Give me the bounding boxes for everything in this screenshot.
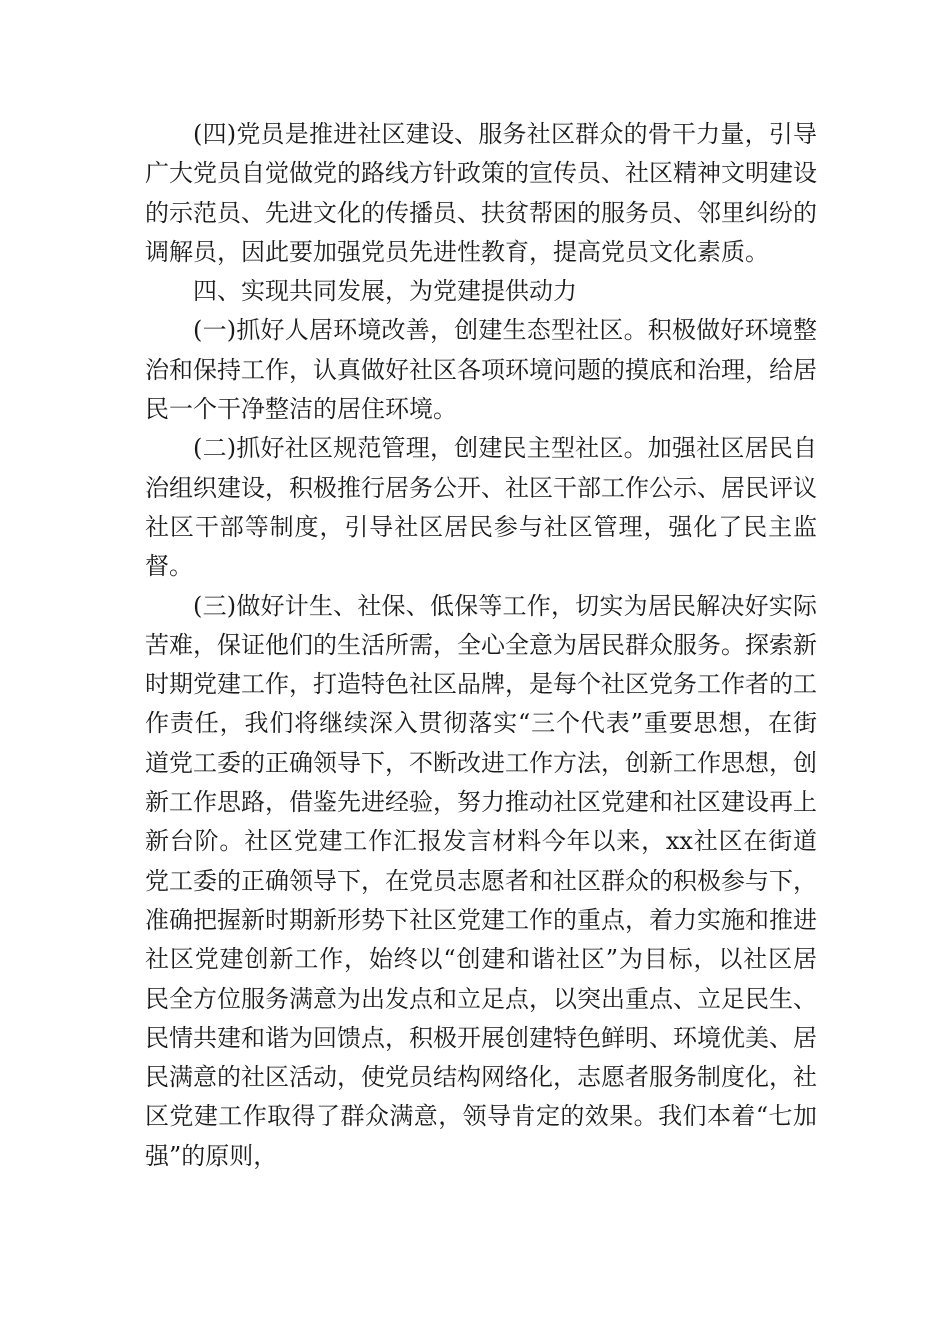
paragraph-environment: (一)抓好人居环境改善，创建生态型社区。积极做好环境整治和保持工作，认真做好社区各项环境问题的摸底和治理，给居民一个干净整洁的居住环境。 — [145, 316, 817, 424]
section-heading-four: 四、实现共同发展，为党建提供动力 — [193, 277, 577, 306]
document-page — [145, 115, 817, 1176]
paragraph-services: (三)做好计生、社保、低保等工作，切实为居民解决好实际苦难，保证他们的生活所需，全心全意为居民群众服务。探索新时期党建工作，打造特色社区品牌，是每个社区党务工作者的工作责任，我们将继续深入贯彻落实“三个代表”重要思想，在街道党工委的正确领导下，不断改进工作方法，创新工作思想，创新工作思路，借鉴先进经验，努力推动社区党建和社区建设再上新台阶。社区党建工作汇报发言材料今年以来，xx社区在街道党工委的正确领导下，在党员志愿者和社区群众的积极参与下，准确把握新时期新形势下社区党建工作的重点，着力实施和推进社区党建创新工作，始终以“创建和谐社区”为目标，以社区居民全方位服务满意为出发点和立足点，以突出重点、立足民生、民情共建和谐为回馈点，积极开展创建特色鲜明、环境优美、居民满意的社区活动，使党员结构网络化，志愿者服务制度化，社区党建工作取得了群众满意，领导肯定的效果。我们本着“七加强”的原则， — [145, 591, 817, 1170]
paragraph-party-members: (四)党员是推进社区建设、服务社区群众的骨干力量，引导广大党员自觉做党的路线方针政策的宣传员、社区精神文明建设的示范员、先进文化的传播员、扶贫帮困的服务员、邻里纠纷的调解员，因此要加强党员先进性教育，提高党员文化素质。 — [145, 120, 817, 266]
paragraph-management: (二)抓好社区规范管理，创建民主型社区。加强社区居民自治组织建设，积极推行居务公开、社区干部工作公示、居民评议社区干部等制度，引导社区居民参与社区管理，强化了民主监督。 — [145, 434, 817, 581]
